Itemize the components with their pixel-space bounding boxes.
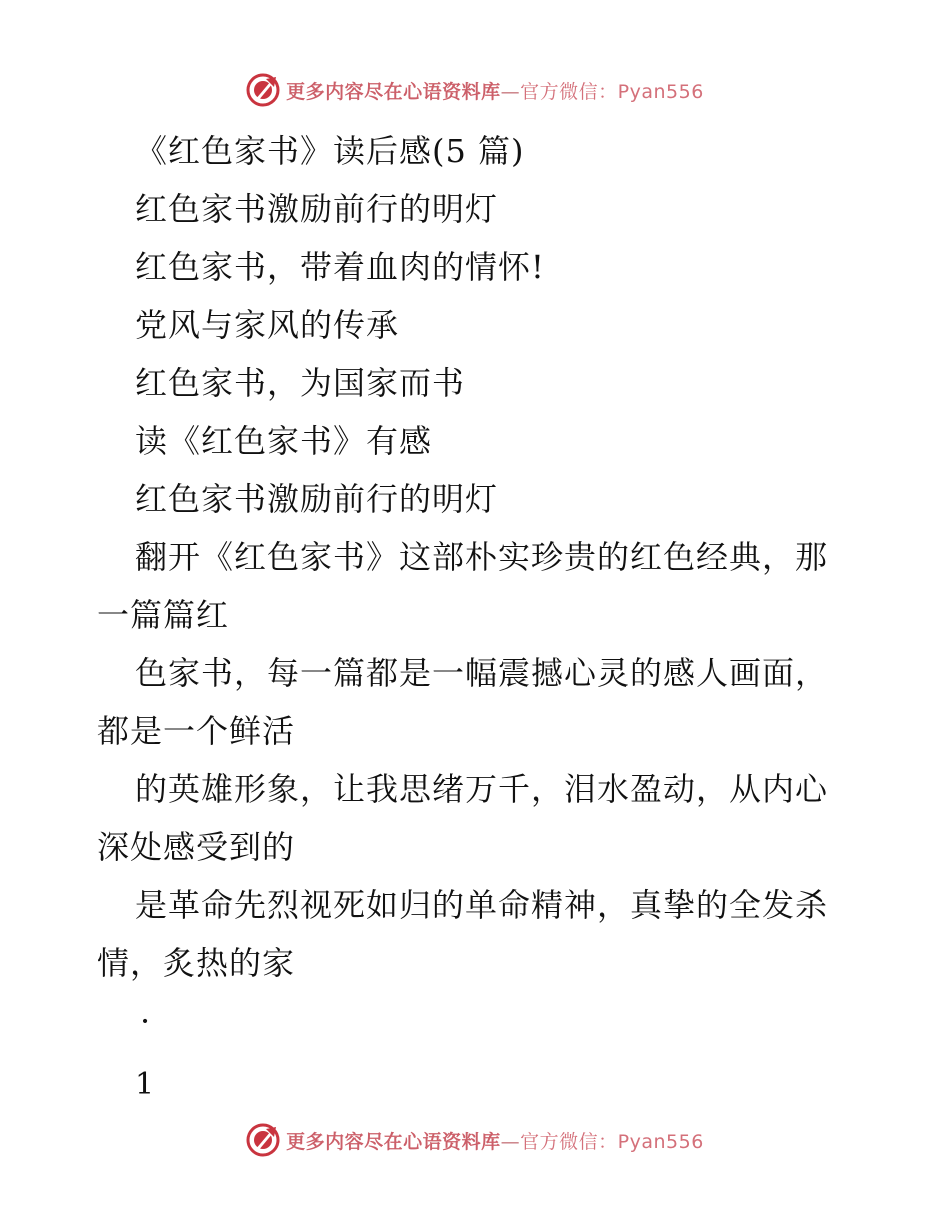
paragraph-continuation: 都是一个鲜活 (97, 712, 296, 750)
document-title: 《红色家书》读后感(5 篇) (135, 132, 525, 170)
toc-line: 党风与家风的传承 (135, 306, 400, 344)
paragraph-continuation: 深处感受到的 (97, 828, 296, 866)
banner-wechat-text: 官方微信：Pyan556 (520, 1130, 704, 1153)
quill-logo-icon (246, 73, 280, 107)
paragraph-line: 的英雄形象，让我思绪万千，泪水盈动，从内心 (135, 770, 829, 808)
banner-dash: — (500, 1130, 521, 1153)
footer-banner (0, 1120, 950, 1160)
banner-dash: — (500, 80, 521, 103)
toc-line: 红色家书，带着血肉的情怀! (135, 248, 545, 286)
dot-mark: · (140, 1002, 151, 1040)
toc-line: 读《红色家书》有感 (135, 422, 433, 460)
toc-line: 红色家书，为国家而书 (135, 364, 466, 402)
banner-main-text: 更多内容尽在心语资料库 (286, 80, 501, 103)
paragraph-line: 翻开《红色家书》这部朴实珍贵的红色经典，那 (135, 538, 829, 576)
banner-main-text: 更多内容尽在心语资料库 (286, 1130, 501, 1153)
quill-logo-icon (246, 1123, 280, 1157)
paragraph-continuation: 情，炙热的家 (97, 944, 296, 982)
paragraph-line: 是革命先烈视死如归的单命精神，真挚的全发杀 (135, 886, 829, 924)
banner-wechat-text: 官方微信：Pyan556 (520, 80, 704, 103)
section-heading: 红色家书激励前行的明灯 (135, 480, 499, 518)
paragraph-continuation: 一篇篇红 (97, 596, 230, 634)
document-body (0, 122, 950, 1144)
page-number: 1 (135, 1067, 155, 1102)
paragraph-line: 色家书，每一篇都是一幅震撼心灵的感人画面， (135, 654, 829, 692)
header-banner (0, 70, 950, 110)
toc-line: 红色家书激励前行的明灯 (135, 190, 499, 228)
